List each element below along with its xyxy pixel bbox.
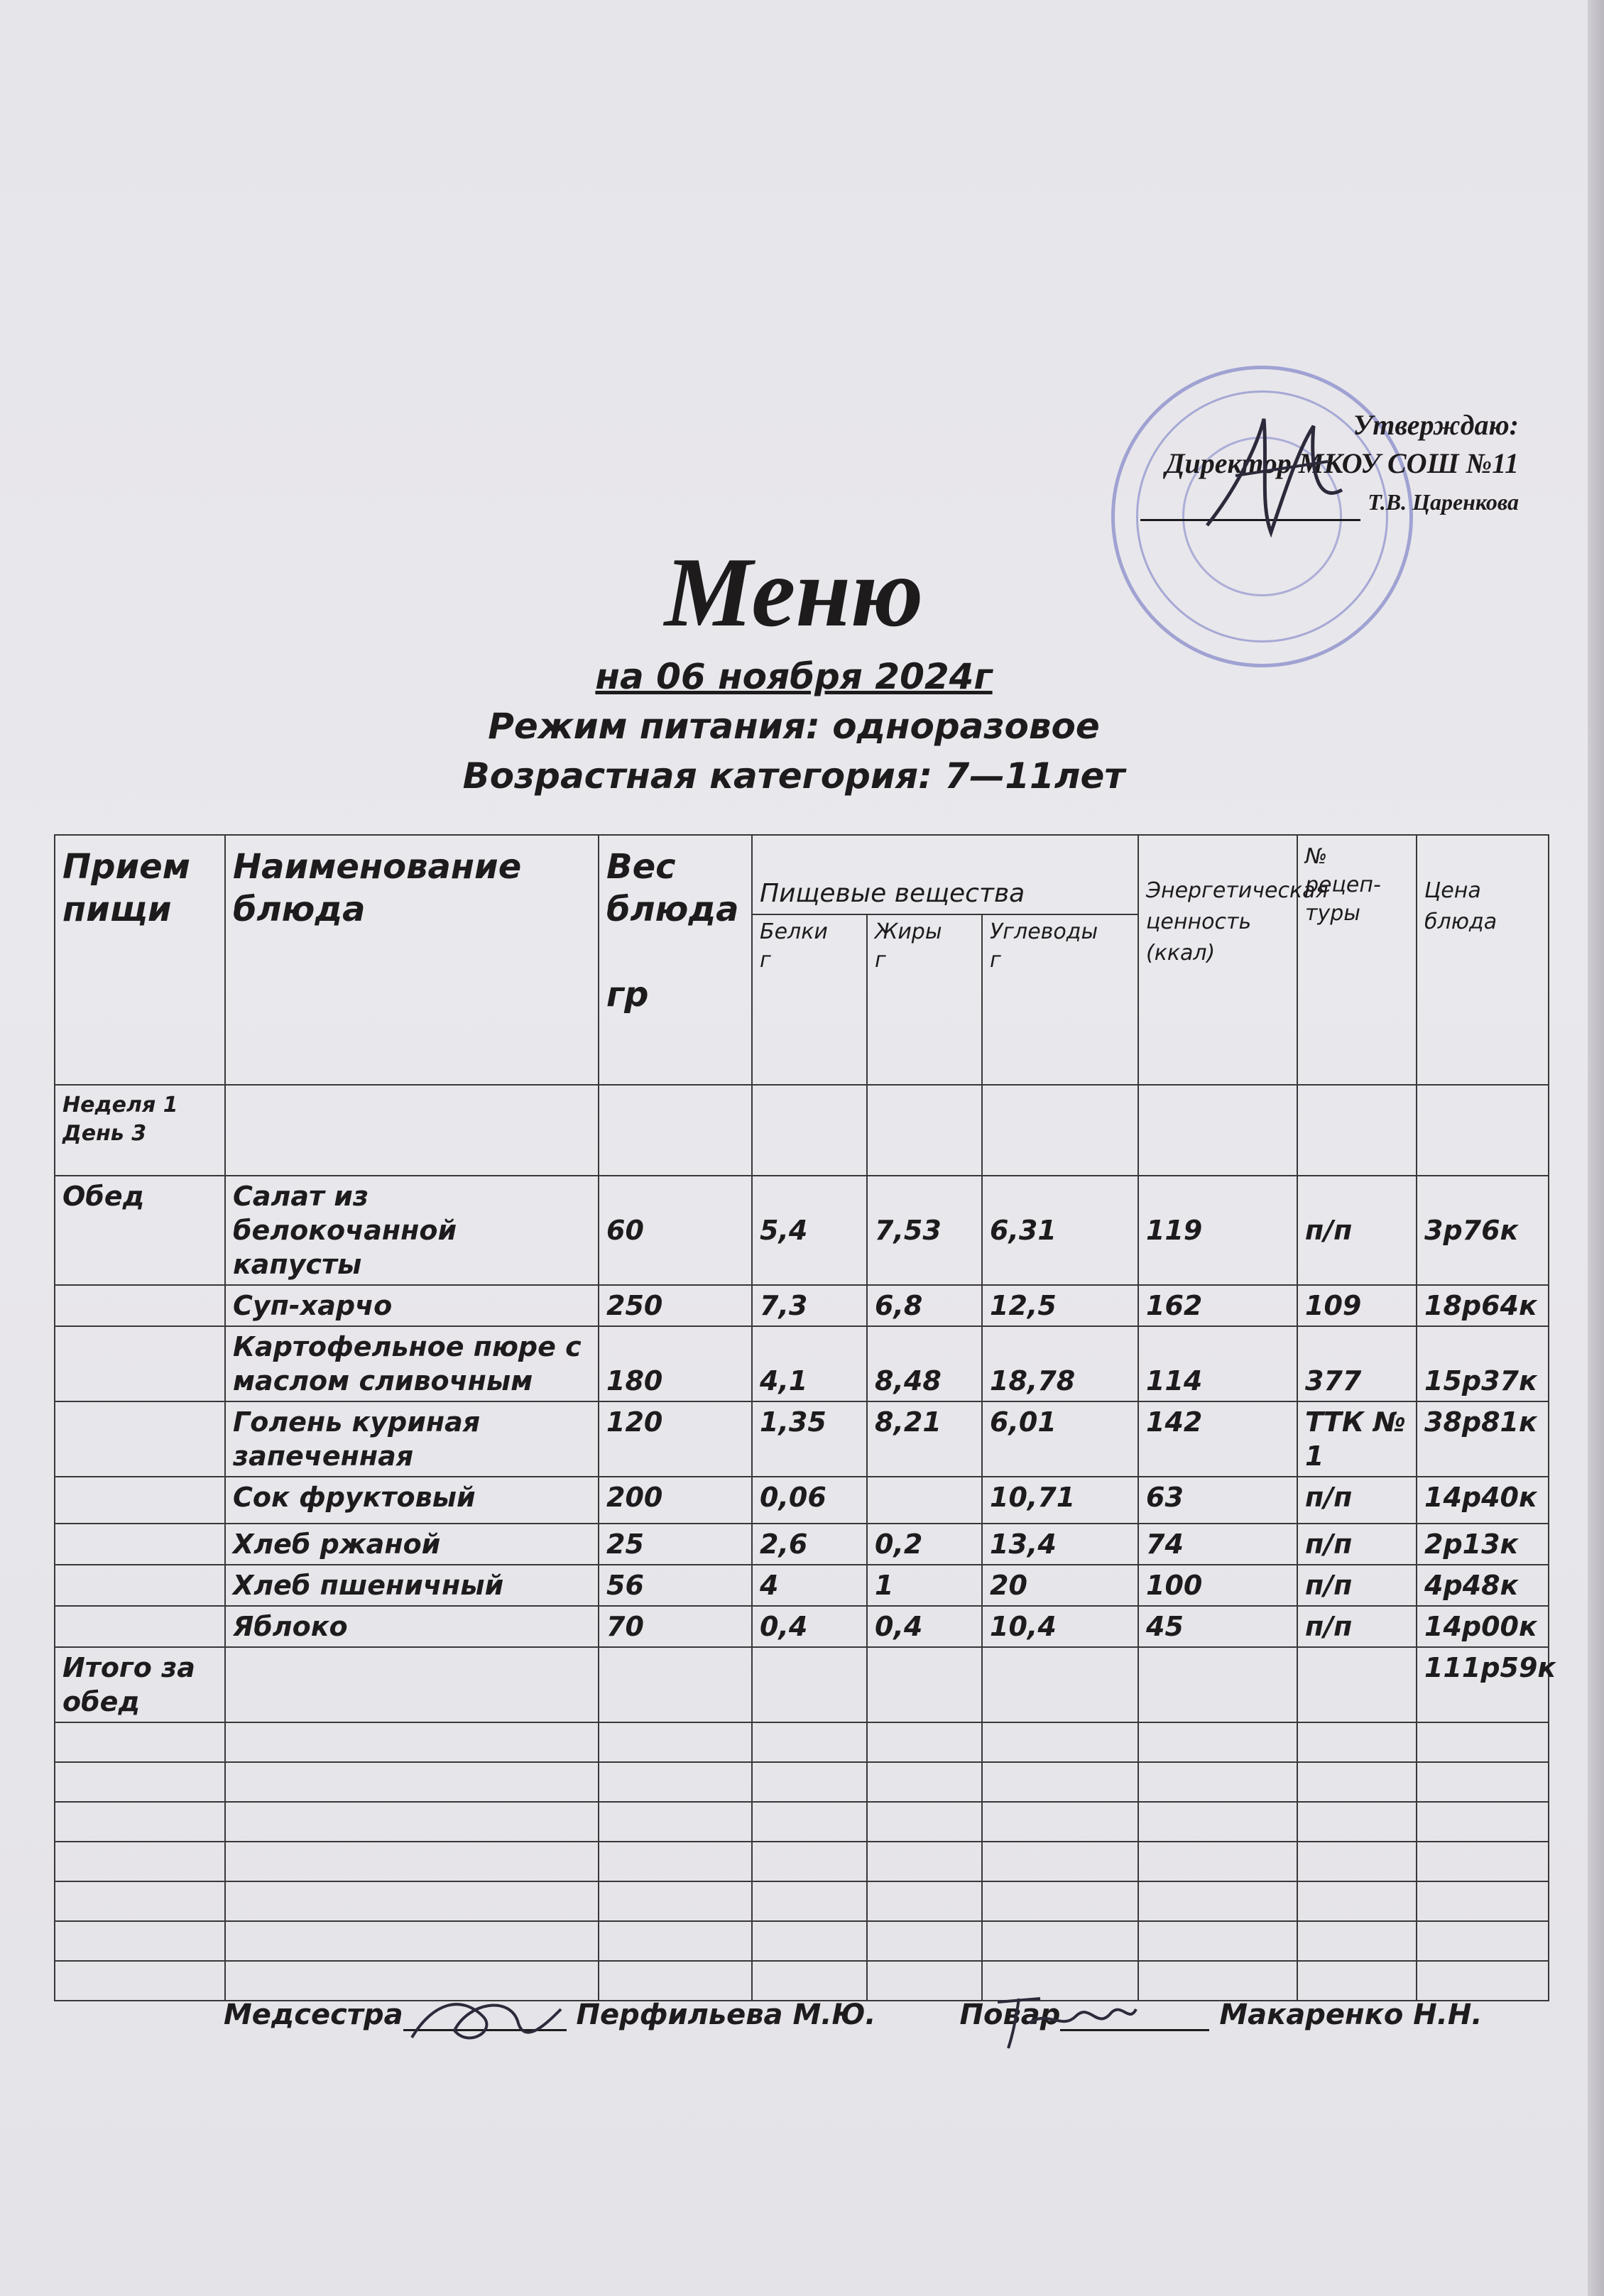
cell-fat bbox=[867, 1477, 982, 1524]
cell-energy: 114 bbox=[1138, 1326, 1297, 1401]
total-label: Итого за обед bbox=[55, 1647, 225, 1722]
menu-date: на 06 ноября 2024г bbox=[595, 656, 993, 697]
cell-carbs: 20 bbox=[982, 1565, 1138, 1606]
cell-protein: 2,6 bbox=[752, 1524, 867, 1565]
cell-protein: 7,3 bbox=[752, 1285, 867, 1326]
menu-row bbox=[55, 1176, 1549, 1285]
header-row bbox=[55, 835, 1549, 914]
cell-energy: 45 bbox=[1138, 1606, 1297, 1647]
week-day-row bbox=[55, 1085, 1549, 1176]
total-price: 111р59к bbox=[1417, 1647, 1549, 1722]
nurse-role: Медсестра bbox=[224, 1999, 403, 2031]
header-carbs bbox=[982, 914, 1138, 1085]
header-weight-label: Вес блюда bbox=[606, 847, 739, 929]
nurse-signature bbox=[405, 1981, 568, 2059]
menu-table bbox=[54, 834, 1556, 2001]
cell-name: Яблоко bbox=[225, 1606, 599, 1647]
cell-meal bbox=[55, 1326, 225, 1401]
cell-fat: 0,4 bbox=[867, 1606, 982, 1647]
cell-protein: 4,1 bbox=[752, 1326, 867, 1401]
cell-name: Суп-харчо bbox=[225, 1285, 599, 1326]
cell-fat: 8,48 bbox=[867, 1326, 982, 1401]
cell-recipe: п/п bbox=[1297, 1606, 1417, 1647]
cell-meal bbox=[55, 1606, 225, 1647]
header-protein-label: Белки bbox=[760, 919, 828, 944]
cell-fat: 7,53 bbox=[867, 1176, 982, 1285]
cell-energy: 63 bbox=[1138, 1477, 1297, 1524]
cell-weight: 56 bbox=[599, 1565, 752, 1606]
total-row bbox=[55, 1647, 1549, 1722]
cell-weight: 180 bbox=[599, 1326, 752, 1401]
menu-row bbox=[55, 1524, 1549, 1565]
cell-meal bbox=[55, 1477, 225, 1524]
header-weight-unit: гр bbox=[606, 975, 649, 1015]
cell-meal bbox=[55, 1285, 225, 1326]
cell-meal bbox=[55, 1401, 225, 1477]
empty-row bbox=[55, 1802, 1549, 1842]
cell-price: 2р13к bbox=[1417, 1524, 1549, 1565]
cell-weight: 250 bbox=[599, 1285, 752, 1326]
cell-name: Голень куриная запеченная bbox=[225, 1401, 599, 1477]
cell-protein: 1,35 bbox=[752, 1401, 867, 1477]
empty-row bbox=[55, 1762, 1549, 1802]
cell-fat: 1 bbox=[867, 1565, 982, 1606]
cell-price: 3р76к bbox=[1417, 1176, 1549, 1285]
cell-weight: 120 bbox=[599, 1401, 752, 1477]
cell-protein: 0,06 bbox=[752, 1477, 867, 1524]
header-protein bbox=[752, 914, 867, 1085]
menu-rows bbox=[55, 1176, 1549, 1647]
header-carbs-unit: г bbox=[990, 948, 1001, 973]
cell-price: 18р64к bbox=[1417, 1285, 1549, 1326]
cell-energy: 74 bbox=[1138, 1524, 1297, 1565]
approval-line-2: Директор МКОУ СОШ №11 bbox=[1165, 447, 1519, 479]
cell-weight: 70 bbox=[599, 1606, 752, 1647]
empty-row bbox=[55, 1961, 1549, 2001]
meal-mode: Режим питания: одноразовое bbox=[488, 706, 1100, 747]
cell-price: 4р48к bbox=[1417, 1565, 1549, 1606]
cell-energy: 162 bbox=[1138, 1285, 1297, 1326]
header-meal: Прием пищи bbox=[55, 835, 225, 1085]
cell-carbs: 10,71 bbox=[982, 1477, 1138, 1524]
cell-price: 38р81к bbox=[1417, 1401, 1549, 1477]
cell-recipe: ТТК № 1 bbox=[1297, 1401, 1417, 1477]
menu-row bbox=[55, 1477, 1549, 1524]
cell-name: Салат из белокочанной капусты bbox=[225, 1176, 599, 1285]
header-weight bbox=[599, 835, 752, 1085]
cell-weight: 25 bbox=[599, 1524, 752, 1565]
cell-recipe: п/п bbox=[1297, 1477, 1417, 1524]
header-fat-unit: г bbox=[875, 948, 886, 973]
header-price: Цена блюда bbox=[1417, 835, 1549, 1085]
nurse-name: Перфильева М.Ю. bbox=[576, 1999, 876, 2031]
approval-director-name: Т.В. Царенкова bbox=[1368, 489, 1519, 515]
page-title: Меню bbox=[664, 537, 924, 647]
week-day-label: Неделя 1 День 3 bbox=[55, 1085, 225, 1176]
menu-row bbox=[55, 1326, 1549, 1401]
header-energy: Энергетическая ценность (ккал) bbox=[1138, 835, 1297, 1085]
cell-recipe: п/п bbox=[1297, 1565, 1417, 1606]
cell-recipe: п/п bbox=[1297, 1524, 1417, 1565]
empty-row bbox=[55, 1881, 1549, 1921]
paper-edge bbox=[1588, 0, 1604, 2296]
cell-carbs: 13,4 bbox=[982, 1524, 1138, 1565]
cell-recipe: п/п bbox=[1297, 1176, 1417, 1285]
header-recipe: № рецеп-туры bbox=[1297, 835, 1417, 1085]
cell-carbs: 12,5 bbox=[982, 1285, 1138, 1326]
header-fat-label: Жиры bbox=[875, 919, 942, 944]
empty-rows bbox=[55, 1722, 1549, 2001]
cell-meal: Обед bbox=[55, 1176, 225, 1285]
cook-signature bbox=[991, 1981, 1140, 2052]
cell-meal bbox=[55, 1565, 225, 1606]
empty-row bbox=[55, 1842, 1549, 1881]
header-name: Наименование блюда bbox=[225, 835, 599, 1085]
empty-row bbox=[55, 1921, 1549, 1961]
cell-name: Сок фруктовый bbox=[225, 1477, 599, 1524]
cell-name: Хлеб пшеничный bbox=[225, 1565, 599, 1606]
cell-carbs: 6,31 bbox=[982, 1176, 1138, 1285]
cook-name: Макаренко Н.Н. bbox=[1219, 1999, 1483, 2031]
header-carbs-label: Углеводы bbox=[990, 919, 1098, 944]
menu-row bbox=[55, 1401, 1549, 1477]
cell-fat: 8,21 bbox=[867, 1401, 982, 1477]
cell-energy: 100 bbox=[1138, 1565, 1297, 1606]
cell-fat: 0,2 bbox=[867, 1524, 982, 1565]
menu-row bbox=[55, 1285, 1549, 1326]
cell-carbs: 10,4 bbox=[982, 1606, 1138, 1647]
cell-protein: 0,4 bbox=[752, 1606, 867, 1647]
director-signature bbox=[1193, 405, 1356, 547]
cook-role: Повар bbox=[959, 1999, 1061, 2031]
cell-recipe: 377 bbox=[1297, 1326, 1417, 1401]
cell-price: 14р40к bbox=[1417, 1477, 1549, 1524]
cell-name: Картофельное пюре с маслом сливочным bbox=[225, 1326, 599, 1401]
header-nutrients: Пищевые вещества bbox=[752, 835, 1138, 914]
cell-recipe: 109 bbox=[1297, 1285, 1417, 1326]
cell-name: Хлеб ржаной bbox=[225, 1524, 599, 1565]
cell-carbs: 6,01 bbox=[982, 1401, 1138, 1477]
cell-carbs: 18,78 bbox=[982, 1326, 1138, 1401]
cell-price: 14р00к bbox=[1417, 1606, 1549, 1647]
approval-line-1: Утверждаю: bbox=[1353, 409, 1519, 441]
header-protein-unit: г bbox=[760, 948, 771, 973]
cell-fat: 6,8 bbox=[867, 1285, 982, 1326]
menu-row bbox=[55, 1565, 1549, 1606]
cell-meal bbox=[55, 1524, 225, 1565]
empty-row bbox=[55, 1722, 1549, 1762]
cell-protein: 4 bbox=[752, 1565, 867, 1606]
cell-weight: 60 bbox=[599, 1176, 752, 1285]
menu-row bbox=[55, 1606, 1549, 1647]
cell-weight: 200 bbox=[599, 1477, 752, 1524]
header-fat bbox=[867, 914, 982, 1085]
cell-energy: 142 bbox=[1138, 1401, 1297, 1477]
cell-energy: 119 bbox=[1138, 1176, 1297, 1285]
cell-price: 15р37к bbox=[1417, 1326, 1549, 1401]
cell-protein: 5,4 bbox=[752, 1176, 867, 1285]
age-category: Возрастная категория: 7—11лет bbox=[462, 755, 1125, 797]
